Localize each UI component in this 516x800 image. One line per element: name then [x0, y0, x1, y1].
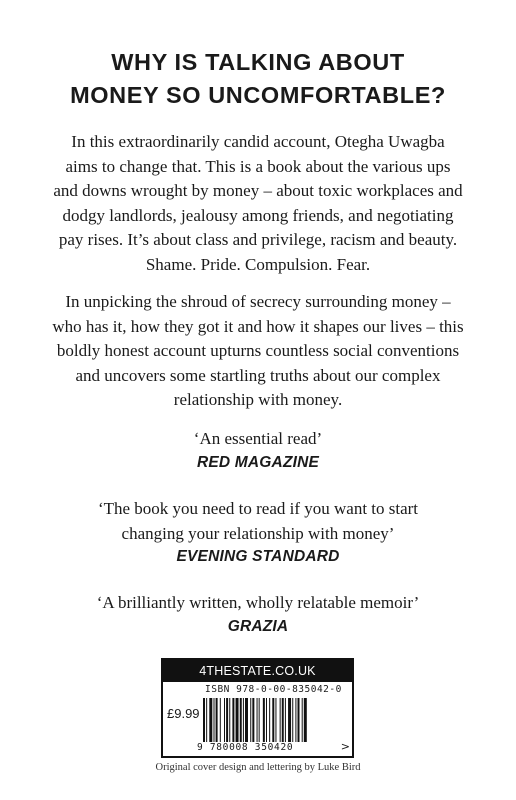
barcode-bar: [214, 698, 215, 742]
review-source-3: GRAZIA: [227, 618, 289, 635]
review-quote-line: ‘The book you need to read if you want to start: [97, 499, 419, 518]
review-quote-1: [20, 427, 496, 452]
review-quote-line: changing your relationship with money’: [121, 523, 395, 543]
blurb-paragraph-2: [40, 290, 476, 413]
barcode-panel: [161, 658, 354, 758]
barcode-bar: [269, 698, 270, 742]
blurb-line: aims to change that. This is a book about the various ups: [65, 156, 451, 176]
barcode-bar: [232, 698, 234, 742]
blurb-line: Shame. Pride. Compulsion. Fear.: [145, 254, 371, 274]
barcode-bar: [272, 698, 274, 742]
barcode-bar: [224, 698, 225, 742]
barcode-bar: [302, 698, 303, 742]
blurb-paragraph-1: [40, 130, 476, 278]
review-quote-line: ‘A brilliantly written, wholly relatable memoir’: [96, 593, 420, 612]
barcode-bar: [295, 698, 296, 742]
headline-line-1: WHY IS TALKING ABOUT: [111, 49, 405, 75]
barcode-bar: [259, 698, 260, 742]
blurb-line: who has it, how they got it and how it shapes our lives – this: [52, 316, 464, 336]
barcode-bar: [245, 698, 248, 742]
barcode-bar: [226, 698, 228, 742]
blurb-line: In unpicking the shroud of secrecy surrounding money –: [65, 292, 451, 311]
review-quote-line: ‘An essential read’: [193, 429, 323, 448]
cover-credit: Original cover design and lettering by Luke Bird: [155, 762, 361, 773]
barcode-bars: [203, 698, 343, 742]
review-source-2: EVENING STANDARD: [176, 548, 340, 565]
barcode-bar: [292, 698, 293, 742]
barcode-bar: [220, 698, 221, 742]
blurb-line: pay rises. It’s about class and privilege, racism and beauty.: [58, 230, 458, 250]
barcode-bar: [252, 698, 254, 742]
barcode-bar: [250, 698, 251, 742]
chevron-right-icon: >: [340, 740, 350, 753]
blurb-line: In this extraordinarily candid account, Otegha Uwagba: [71, 132, 445, 151]
headline: [0, 46, 516, 112]
barcode-bar: [288, 698, 291, 742]
barcode-bar: [263, 698, 265, 742]
publisher-site: 4THESTATE.CO.UK: [163, 660, 352, 682]
barcode-bar: [206, 698, 207, 742]
barcode-bar: [209, 698, 212, 742]
barcode-bar: [285, 698, 286, 742]
barcode-bar: [282, 698, 284, 742]
blurb-line: boldly honest account upturns countless social conventions: [56, 341, 460, 361]
review-quote-3: [20, 591, 496, 616]
price-label: £9.99: [167, 706, 200, 721]
barcode-bar: [304, 698, 307, 742]
blurb-line: and downs wrought by money – about toxic workplaces and: [53, 181, 463, 201]
barcode-bar: [298, 698, 300, 742]
barcode-bar: [266, 698, 267, 742]
headline-line-2: MONEY SO UNCOMFORTABLE?: [70, 82, 446, 108]
barcode-bar: [280, 698, 281, 742]
barcode-bar: [229, 698, 230, 742]
barcode-bar: [257, 698, 258, 742]
barcode-bar: [243, 698, 244, 742]
barcode-bar: [216, 698, 218, 742]
isbn-label: ISBN 978-0-00-835042-0: [205, 684, 342, 695]
barcode-digits: 9 780008 350420: [197, 742, 294, 753]
blurb-line: and uncovers some startling truths about our complex: [75, 365, 441, 385]
review-quote-2: [20, 497, 496, 546]
barcode-bar: [240, 698, 242, 742]
blurb-line: relationship with money.: [173, 390, 343, 410]
review-source-1: RED MAGAZINE: [196, 454, 320, 471]
barcode-bar: [275, 698, 276, 742]
barcode-bar: [236, 698, 239, 742]
barcode-bar: [203, 698, 205, 742]
blurb-line: dodgy landlords, jealousy among friends, and negotiating: [62, 205, 454, 225]
